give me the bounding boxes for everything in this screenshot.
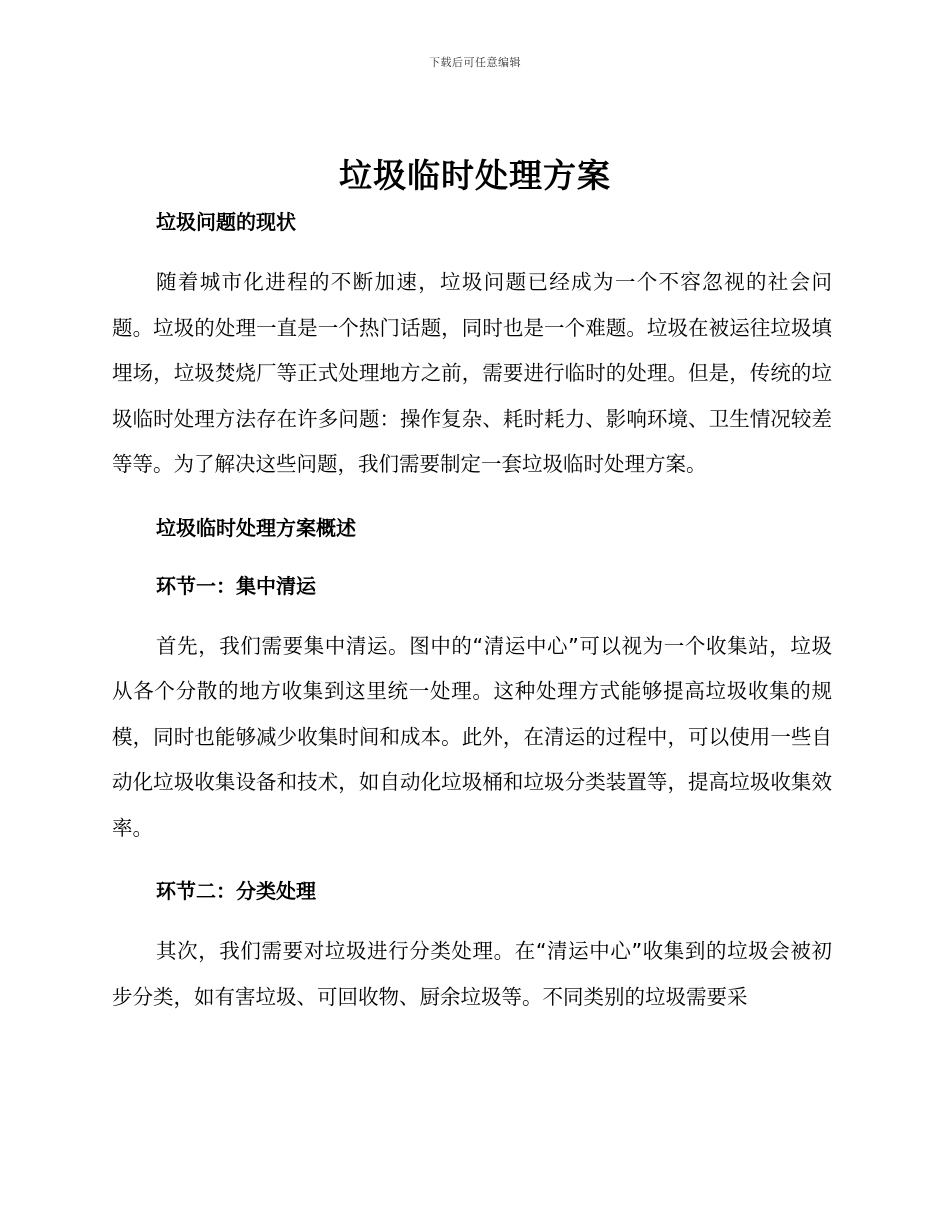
section-heading-step-one: 环节一：集中清运: [156, 573, 316, 598]
section-heading-step-two: 环节二：分类处理: [156, 879, 316, 903]
header-note: 下载后可任意编辑: [429, 56, 521, 69]
paragraph-step-one: 首先，我们需要集中清运。图中的“清运中心”可以视为一个收集站，垃圾从各个分散的地方收集到这里统一处理。这种处理方式能够提高垃圾收集的规模，同时也能够减少收集时间和成本。此外，在清运的过程中，可以使用一些自动化垃圾收集设备和技术，如自动化垃圾桶和垃圾分类装置等，提高垃圾收集效率。: [112, 633, 832, 840]
section-heading-overview: 垃圾临时处理方案概述: [156, 515, 356, 540]
document-body: [112, 204, 832, 1020]
paragraph-status: 随着城市化进程的不断加速，垃圾问题已经成为一个不容忽视的社会问题。垃圾的处理一直是一个热门话题，同时也是一个难题。垃圾在被运往垃圾填埋场，垃圾焚烧厂等正式处理地方之前，需要进行临时的处理。但是，传统的垃圾临时处理方法存在许多问题：操作复杂、耗时耗力、影响环境、卫生情况较差等等。为了解决这些问题，我们需要制定一套垃圾临时处理方案。: [112, 270, 832, 476]
paragraph-step-two: 其次，我们需要对垃圾进行分类处理。在“清运中心”收集到的垃圾会被初步分类，如有害垃圾、可回收物、厨余垃圾等。不同类别的垃圾需要采: [112, 939, 832, 1009]
section-heading-status: 垃圾问题的现状: [156, 210, 296, 234]
page-title: 垃圾临时处理方案: [339, 156, 611, 195]
